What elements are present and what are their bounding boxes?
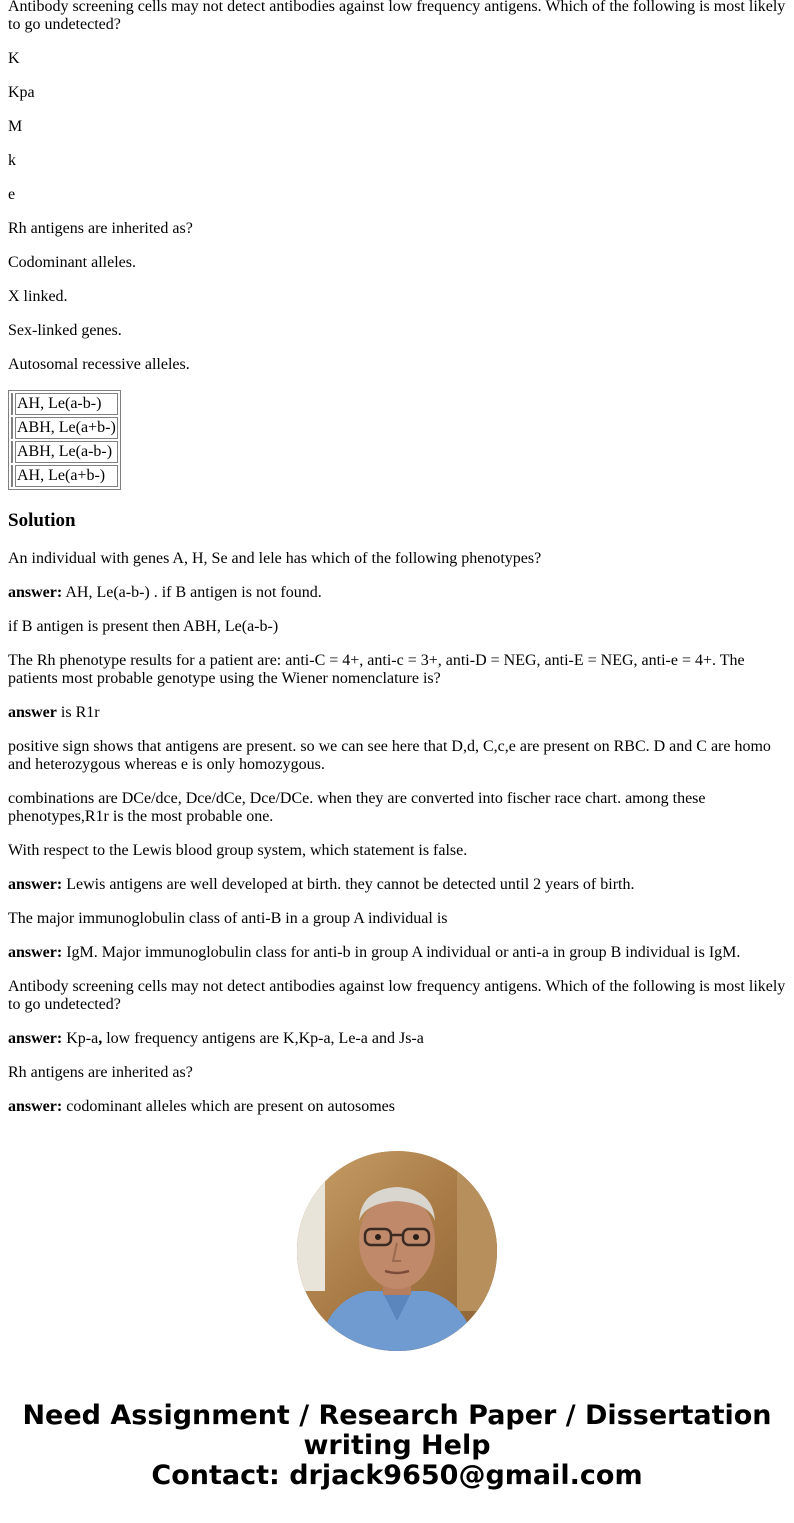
phenotype-option: ABH, Le(a-b-) xyxy=(15,441,118,463)
answer-text: low frequency antigens are K,Kp-a, Le-a and Js-a xyxy=(102,1030,424,1047)
answer-label: answer: xyxy=(8,944,63,961)
solution-question-4: The major immunoglobulin class of anti-B in a group A individual is xyxy=(8,910,448,927)
answer-comma: , xyxy=(98,1030,103,1047)
option-codominant: Codominant alleles. xyxy=(8,254,136,271)
radio-cell[interactable] xyxy=(11,417,13,439)
solution-answer-5 xyxy=(8,1030,786,1048)
option-x-linked: X linked. xyxy=(8,288,68,305)
solution-answer-4 xyxy=(8,944,786,962)
solution-note-1: if B antigen is present then ABH, Le(a-b-) xyxy=(8,618,279,635)
solution-question-6: Rh antigens are inherited as? xyxy=(8,1064,193,1081)
radio-cell[interactable] xyxy=(11,393,13,415)
option-k-lower: k xyxy=(8,152,16,169)
phenotype-option: AH, Le(a+b-) xyxy=(15,465,118,487)
radio-cell[interactable] xyxy=(11,441,13,463)
option-autosomal-recessive: Autosomal recessive alleles. xyxy=(8,356,190,373)
person-portrait-icon xyxy=(297,1151,497,1351)
solution-answer-2 xyxy=(8,704,786,722)
option-m: M xyxy=(8,118,23,135)
phenotype-option: AH, Le(a-b-) xyxy=(15,393,118,415)
answer-label: answer xyxy=(8,704,57,721)
solution-answer-1 xyxy=(8,584,786,602)
solution-question-1: An individual with genes A, H, Se and lele has which of the following phenotypes? xyxy=(8,550,542,567)
promo-line-1: Need Assignment / Research Paper / Dissertation xyxy=(22,1400,772,1431)
solution-answer-3 xyxy=(8,876,786,894)
answer-label: answer: xyxy=(8,876,63,893)
promo-line-2: writing Help xyxy=(303,1430,491,1461)
answer-text: Lewis antigens are well developed at birth. they cannot be detected until 2 years of birth. xyxy=(62,876,635,893)
option-e: e xyxy=(8,186,16,203)
answer-label: answer: xyxy=(8,584,63,601)
question-rh-inheritance: Rh antigens are inherited as? xyxy=(8,220,193,237)
answer-text: Kp-a xyxy=(62,1030,99,1047)
phenotype-options-table xyxy=(8,390,121,490)
table-row xyxy=(11,393,118,415)
radio-cell[interactable] xyxy=(11,465,13,487)
phenotype-option: ABH, Le(a+b-) xyxy=(15,417,118,439)
answer-label: answer: xyxy=(8,1030,63,1047)
solution-note-2a: positive sign shows that antigens are present. so we can see here that D,d, C,c,e are present on RBC. D and C are homo and heterozygous whereas e is only homozygous. xyxy=(8,738,771,773)
solution-question-3: With respect to the Lewis blood group system, which statement is false. xyxy=(8,842,468,859)
answer-text: codominant alleles which are present on autosomes xyxy=(62,1098,396,1115)
solution-question-5: Antibody screening cells may not detect antibodies against low frequency antigens. Which of the following is most likely to go undetected? xyxy=(8,978,786,1013)
option-kpa: Kpa xyxy=(8,84,35,101)
promo-contact: Contact: drjack9650@gmail.com xyxy=(151,1460,643,1491)
table-row xyxy=(11,441,118,463)
question-low-frequency: Antibody screening cells may not detect antibodies against low frequency antigens. Which of the following is most likely to go undetected? xyxy=(8,0,786,33)
option-k-upper: K xyxy=(8,50,20,67)
solution-heading: Solution xyxy=(8,510,76,531)
table-row xyxy=(11,465,118,487)
avatar xyxy=(297,1151,497,1351)
promo-banner xyxy=(0,1401,794,1491)
solution-question-2: The Rh phenotype results for a patient are: anti-C = 4+, anti-c = 3+, anti-D = NEG, anti-E = NEG, anti-e = 4+. The patients most probable genotype using the Wiener nomenclature is? xyxy=(8,652,745,687)
answer-text: is R1r xyxy=(56,704,100,721)
solution-note-2b: combinations are DCe/dce, Dce/dCe, Dce/DCe. when they are converted into fischer race chart. among these phenotypes,R1r is the most probable one. xyxy=(8,790,706,825)
answer-label: answer: xyxy=(8,1098,63,1115)
option-sex-linked: Sex-linked genes. xyxy=(8,322,122,339)
answer-text: IgM. Major immunoglobulin class for anti-b in group A individual or anti-a in group B individual is IgM. xyxy=(62,944,741,961)
table-row xyxy=(11,417,118,439)
solution-answer-6 xyxy=(8,1098,786,1116)
answer-text: AH, Le(a-b-) . if B antigen is not found. xyxy=(62,584,322,601)
